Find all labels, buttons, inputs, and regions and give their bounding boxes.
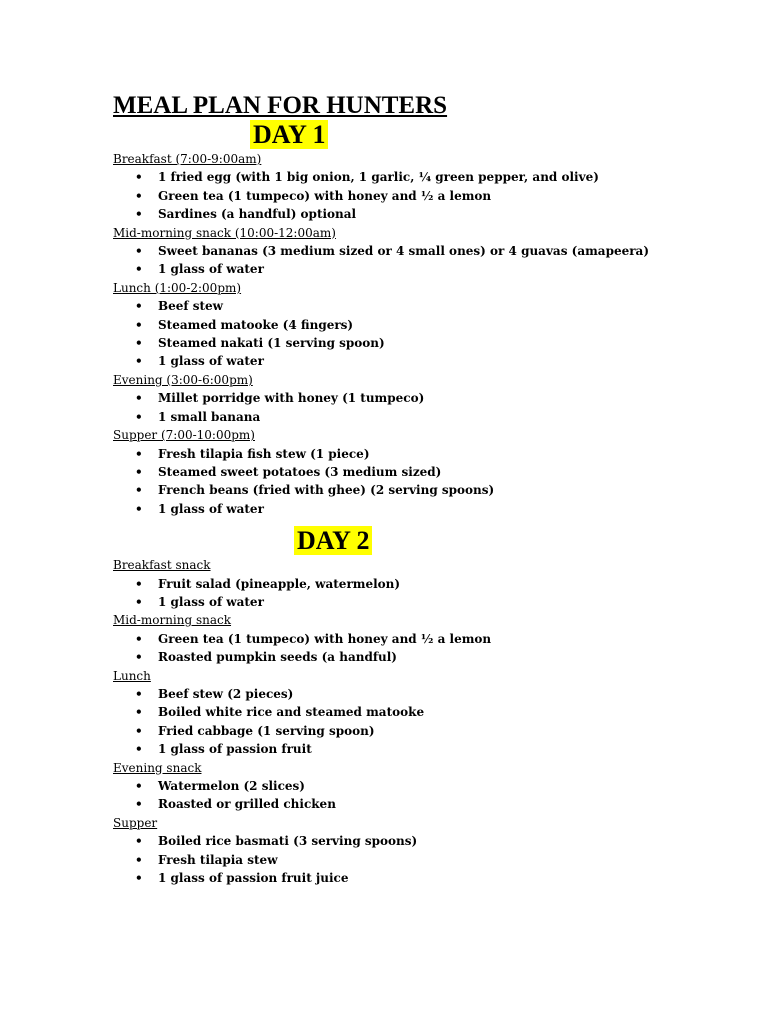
- list-item: [113, 389, 713, 407]
- bullet-icon: •: [135, 188, 143, 203]
- list-item: [113, 851, 713, 869]
- bullet-icon: •: [135, 317, 143, 332]
- list-item-text: Fresh tilapia fish stew (1 piece): [158, 446, 370, 461]
- bullet-icon: •: [135, 742, 143, 757]
- list-item: [113, 205, 713, 223]
- list-item: [113, 869, 713, 887]
- bullet-icon: •: [135, 797, 143, 812]
- list-item: [113, 795, 713, 813]
- list-item: [113, 463, 713, 481]
- list-item-text: 1 glass of water: [158, 262, 264, 277]
- list-item-text: Boiled rice basmati (3 serving spoons): [158, 834, 418, 849]
- meal-item-list: [113, 832, 713, 887]
- list-item-text: 1 glass of water: [158, 354, 264, 369]
- document-page: [113, 92, 713, 887]
- list-item: [113, 722, 713, 740]
- page-title: MEAL PLAN FOR HUNTERS: [113, 92, 448, 119]
- bullet-icon: •: [135, 705, 143, 720]
- bullet-icon: •: [135, 834, 143, 849]
- bullet-icon: •: [135, 299, 143, 314]
- bullet-icon: •: [135, 871, 143, 886]
- meal-item-list: [113, 685, 713, 759]
- list-item-text: 1 glass of passion fruit juice: [158, 871, 349, 886]
- list-item: [113, 445, 713, 463]
- meal-heading: Lunch: [113, 668, 151, 683]
- bullet-icon: •: [135, 723, 143, 738]
- meal-heading: Breakfast snack: [113, 558, 211, 573]
- list-item-text: Steamed sweet potatoes (3 medium sized): [158, 464, 442, 479]
- list-item: [113, 703, 713, 721]
- meal-item-list: [113, 168, 713, 223]
- bullet-icon: •: [135, 650, 143, 665]
- bullet-icon: •: [135, 631, 143, 646]
- list-item: [113, 297, 713, 315]
- list-item-text: Sweet bananas (3 medium sized or 4 small ones) or 4 guavas (amapeera): [158, 244, 649, 259]
- list-item-text: 1 fried egg (with 1 big onion, 1 garlic, ¼ green pepper, and olive): [158, 170, 599, 185]
- list-item-text: Fruit salad (pineapple, watermelon): [158, 576, 401, 591]
- bullet-icon: •: [135, 409, 143, 424]
- bullet-icon: •: [135, 170, 143, 185]
- list-item: [113, 777, 713, 795]
- meal-item-list: [113, 777, 713, 814]
- bullet-icon: •: [135, 852, 143, 867]
- bullet-icon: •: [135, 207, 143, 222]
- list-item-text: Roasted or grilled chicken: [158, 797, 336, 812]
- list-item: [113, 316, 713, 334]
- bullet-icon: •: [135, 686, 143, 701]
- bullet-icon: •: [135, 576, 143, 591]
- list-item-text: Watermelon (2 slices): [158, 779, 305, 793]
- day-list: [113, 120, 713, 887]
- bullet-icon: •: [135, 594, 143, 609]
- list-item-text: Steamed matooke (4 fingers): [158, 317, 354, 332]
- meal-heading: Breakfast (7:00-9:00am): [113, 152, 262, 166]
- meal-heading: Mid-morning snack (10:00-12:00am): [113, 225, 336, 240]
- list-item-text: Beef stew: [158, 299, 224, 314]
- bullet-icon: •: [135, 336, 143, 351]
- meal-item-list: [113, 575, 713, 612]
- list-item-text: Boiled white rice and steamed matooke: [158, 705, 425, 720]
- list-item: [113, 575, 713, 593]
- list-item-text: Beef stew (2 pieces): [158, 686, 294, 701]
- meal-heading: Evening snack: [113, 760, 202, 775]
- list-item-text: Green tea (1 tumpeco) with honey and ½ a lemon: [158, 188, 492, 203]
- bullet-icon: •: [135, 483, 143, 498]
- list-item: [113, 352, 713, 370]
- list-item: [113, 648, 713, 666]
- list-item-text: 1 small banana: [158, 409, 261, 424]
- meal-heading: Mid-morning snack: [113, 613, 232, 628]
- bullet-icon: •: [135, 446, 143, 461]
- day-section: [113, 526, 713, 887]
- list-item-text: Sardines (a handful) optional: [158, 207, 357, 222]
- bullet-icon: •: [135, 464, 143, 479]
- list-item-text: 1 glass of water: [158, 501, 264, 516]
- meal-heading: Lunch (1:00-2:00pm): [113, 280, 242, 295]
- meal-item-list: [113, 445, 713, 519]
- meal-heading: Supper: [113, 815, 158, 830]
- list-item: [113, 260, 713, 278]
- meal-item-list: [113, 630, 713, 667]
- list-item-text: 1 glass of passion fruit: [158, 742, 312, 757]
- list-item-text: Fried cabbage (1 serving spoon): [158, 723, 375, 738]
- day-heading: DAY 1: [250, 120, 328, 149]
- meal-item-list: [113, 389, 713, 426]
- list-item-text: 1 glass of water: [158, 594, 264, 609]
- list-item: [113, 685, 713, 703]
- list-item: [113, 481, 713, 499]
- list-item: [113, 187, 713, 205]
- day-section: [113, 120, 713, 518]
- list-item: [113, 168, 713, 186]
- list-item-text: Green tea (1 tumpeco) with honey and ½ a lemon: [158, 631, 492, 646]
- list-item: [113, 740, 713, 758]
- bullet-icon: •: [135, 244, 143, 259]
- list-item-text: Fresh tilapia stew: [158, 852, 278, 867]
- day-heading-wrap: [113, 120, 713, 150]
- day-heading: DAY 2: [294, 526, 372, 555]
- bullet-icon: •: [135, 779, 143, 793]
- bullet-icon: •: [135, 391, 143, 406]
- list-item: [113, 832, 713, 850]
- list-item-text: Roasted pumpkin seeds (a handful): [158, 650, 397, 665]
- meal-item-list: [113, 242, 713, 279]
- list-item: [113, 408, 713, 426]
- list-item: [113, 593, 713, 611]
- meal-heading: Evening (3:00-6:00pm): [113, 372, 253, 387]
- list-item-text: Millet porridge with honey (1 tumpeco): [158, 391, 425, 406]
- list-item-text: French beans (fried with ghee) (2 serving spoons): [158, 483, 495, 498]
- list-item: [113, 630, 713, 648]
- meal-heading: Supper (7:00-10:00pm): [113, 428, 255, 443]
- list-item: [113, 500, 713, 518]
- list-item: [113, 334, 713, 352]
- list-item-text: Steamed nakati (1 serving spoon): [158, 336, 385, 351]
- list-item: [113, 242, 713, 260]
- meal-item-list: [113, 297, 713, 371]
- bullet-icon: •: [135, 262, 143, 277]
- day-heading-wrap: [113, 526, 713, 556]
- bullet-icon: •: [135, 501, 143, 516]
- bullet-icon: •: [135, 354, 143, 369]
